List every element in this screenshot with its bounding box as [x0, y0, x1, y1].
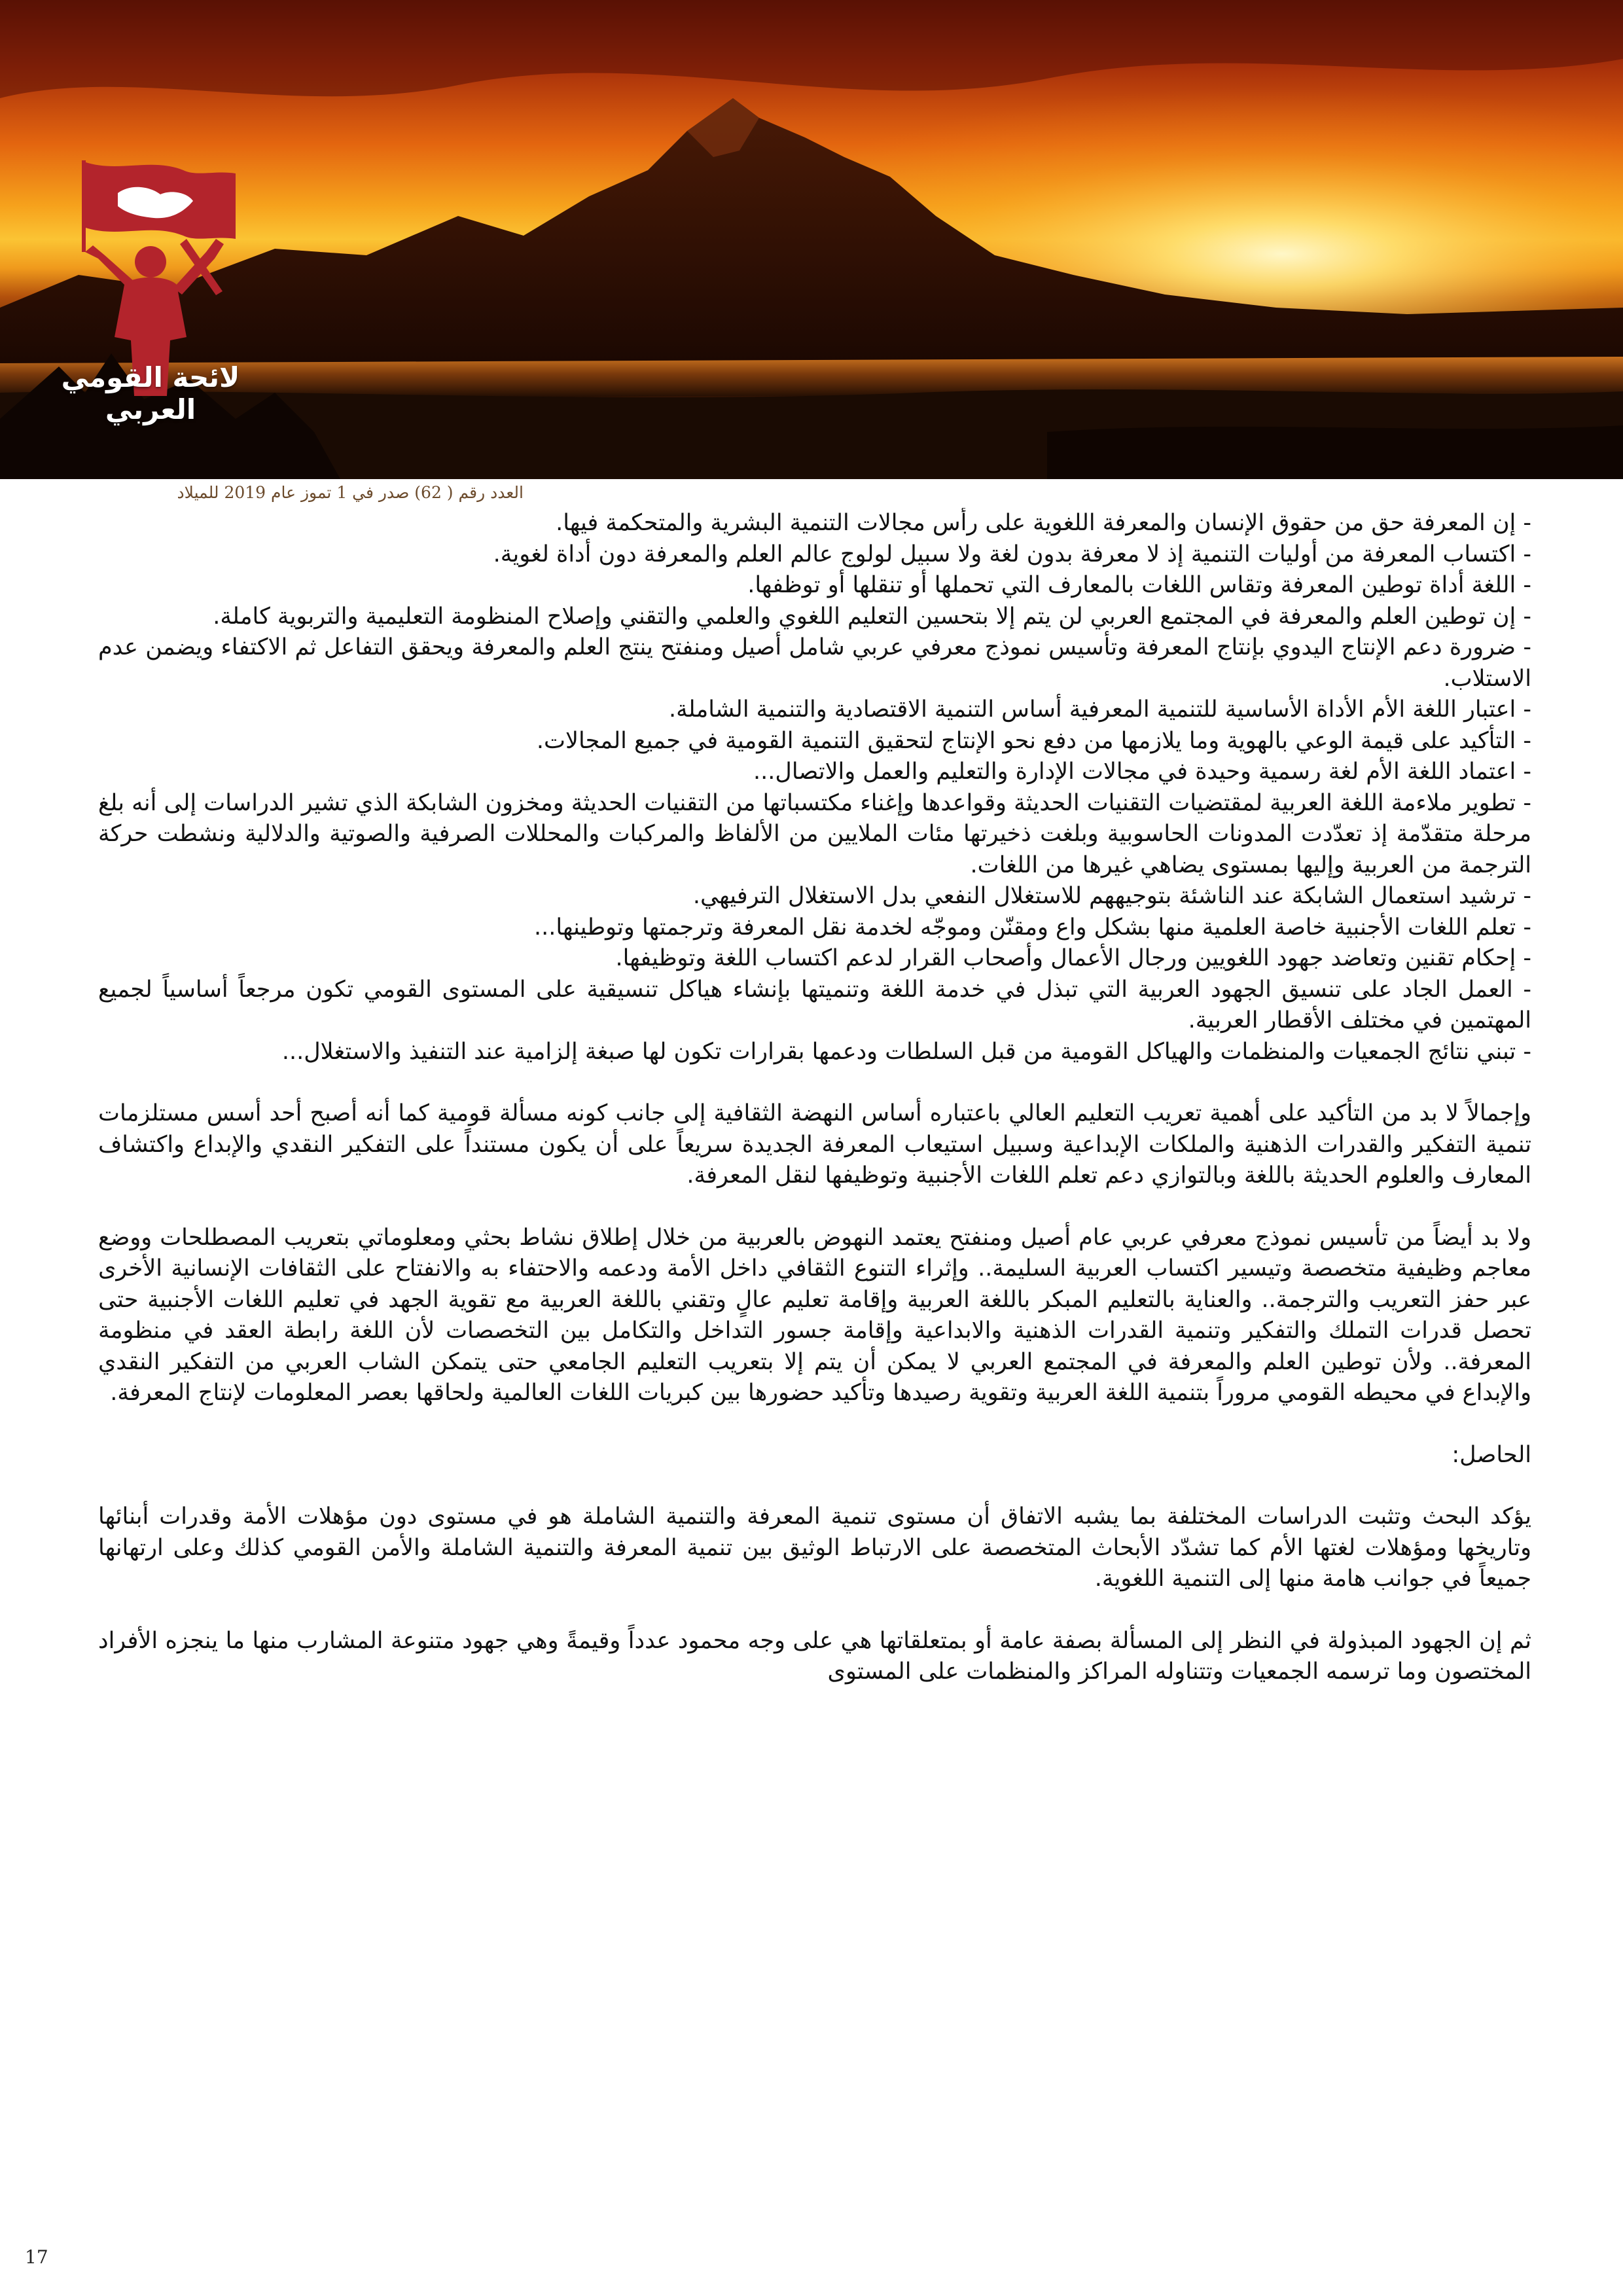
- bullet-item: - العمل الجاد على تنسيق الجهود العربية التي تبذل في خدمة اللغة وتنميتها بإنشاء هياكل تنسيقية على المستوى القومي تكون مرجعاً أساسياً لجميع المهتمين في مختلف الأقطار العربية.: [98, 976, 1531, 1033]
- paragraph-efforts: ثم إن الجهود المبذولة في النظر إلى المسألة بصفة عامة أو بمتعلقاتها هي على وجه محمود عدداً وقيمةً وهي جهود متنوعة المشارب منها ما ينجزه الأفراد المختصون وما ترسمه الجمعيات وتتناوله المراكز والمنظمات على المستوى: [98, 1627, 1531, 1685]
- bullet-item: - اعتبار اللغة الأم الأداة الأساسية للتنمية المعرفية أساس التنمية الاقتصادية والتنمية الشاملة.: [669, 696, 1531, 723]
- bullet-item: - إن توطين العلم والمعرفة في المجتمع العربي لن يتم إلا بتحسين التعليم اللغوي والعلمي والتقني وإصلاح المنظومة التعليمية والتربوية كاملة.: [213, 603, 1531, 630]
- bullet-item: - تبني نتائج الجمعيات والمنظمات والهياكل القومية من قبل السلطات ودعمها بقرارات تكون لها صبغة إلزامية عند التنفيذ والاستغلال...: [281, 1038, 1531, 1065]
- paragraph-model: ولا بد أيضاً من تأسيس نموذج معرفي عربي عام أصيل ومنفتح يعتمد النهوض بالعربية من خلال إطلاق نشاط بحثي ومعلوماتي بتعريب المصطلحات ووضع معاجم وظيفية متخصصة وتيسير اكتساب العربية السليمة.. وإثراء التنوع الثقافي داخل الأمة ودعمه والاحتفاء به والانفتاح على الثقافات الإنسانية الأخرى عبر حفز التعريب والترجمة.. والعناية بالتعليم المبكر باللغة العربية وإقامة تعليم عالٍ وتقني باللغة العربية مع تقوية الجهد في تعليم اللغات الأجنبية حتى تحصل قدرات التملك والتفكير وتنمية القدرات الذهنية والابداعية وإقامة جسور التداخل والتكامل بين التخصصات لأن اللغة رابطة العقد في منظومة المعرفة.. ولأن توطين العلم والمعرفة في المجتمع العربي لا يمكن أن يتم إلا بتعريب التعليم الجامعي حتى يتمكن الشاب العربي من التفكير النقدي والإبداع في محيطه القومي مروراً بتنمية اللغة العربية وتقوية رصيدها وتأكيد حضورها بين كبريات اللغات العالمية ولحاقها بعصر المعلومات لإنتاج المعرفة.: [98, 1224, 1531, 1406]
- bullet-item: - تعلم اللغات الأجنبية خاصة العلمية منها بشكل واع ومقنّن وموجّه لخدمة نقل المعرفة وترجمتها وتوطينها...: [533, 914, 1531, 941]
- article-body: [98, 508, 1531, 2242]
- bullet-item: - التأكيد على قيمة الوعي بالهوية وما يلازمها من دفع نحو الإنتاج لتحقيق التنمية القومية في جميع المجالات.: [536, 727, 1531, 754]
- logo-title: لائحة القومي العربي: [61, 361, 240, 425]
- page-number: 17: [25, 2246, 48, 2268]
- bullet-item: - تطوير ملاءمة اللغة العربية لمقتضيات التقنيات الحديثة وقواعدها وإغناء مكتسباتها من التقنيات الحديثة ومخزون الشابكة الذي تشير الدراسات إلى أنه بلغ مرحلة متقدّمة إذ تعدّدت المدونات الحاسوبية وبلغت ذخيرتها مئات الملايين من الألفاظ والمركبات والمحللات الصرفية والصوتية والدلالية ونشطت حركة الترجمة من العربية وإليها بمستوى يضاهي غيرها من اللغات.: [98, 789, 1531, 878]
- section-heading-result: الحاصل:: [1452, 1441, 1531, 1468]
- bullet-item: - ترشيد استعمال الشابكة عند الناشئة بتوجيههم للاستغلال النفعي بدل الاستغلال الترفيهي.: [692, 883, 1531, 909]
- bullet-item: - ضرورة دعم الإنتاج اليدوي بإنتاج المعرفة وتأسيس نموذج معرفي عربي شامل أصيل ومنفتح ينتج العلم والمعرفة ويحقق التفاعل ثم الاكتفاء ويضمن عدم الاستلاب.: [98, 634, 1531, 692]
- bullet-item: - إحكام تقنين وتعاضد جهود اللغويين ورجال الأعمال وأصحاب القرار لدعم اكتساب اللغة وتوظيفها.: [615, 945, 1531, 971]
- header-banner: [0, 0, 1623, 479]
- bullet-item: - اعتماد اللغة الأم لغة رسمية وحيدة في مجالات الإدارة والتعليم والعمل والاتصال...: [753, 759, 1531, 785]
- paragraph-research: يؤكد البحث وتثبت الدراسات المختلفة بما يشبه الاتفاق أن مستوى تنمية المعرفة والتنمية الشاملة هو في مستوى دون مؤهلات الأمة وقدرات أبنائها وتاريخها ومؤهلات لغتها الأم كما تشدّد الأبحاث المتخصصة على الارتباط الوثيق بين تنمية المعرفة والتنمية الشاملة والأمن القومي كذلك وعلى ارتهانها جميعاً في جوانب هامة منها إلى التنمية اللغوية.: [98, 1503, 1531, 1592]
- bullet-item: - اللغة أداة توطين المعرفة وتقاس اللغات بالمعارف التي تحملها أو تنقلها أو توظفها.: [747, 572, 1531, 598]
- paragraph-summary: وإجمالاً لا بد من التأكيد على أهمية تعريب التعليم العالي باعتباره أساس النهضة الثقافية إلى جانب كونه مسألة قومية كما أنه أصبح أحد أسس مستلزمات تنمية التفكير والقدرات الذهنية والملكات الإبداعية وسبيل استيعاب المعرفة الجديدة سريعاً على أن يكون مستنداً على التفكير النقدي والإبداع واكتشاف المعارف والعلوم الحديثة باللغة وبالتوازي دعم تعلم اللغات الأجنبية وتوظيفها لنقل المعرفة.: [98, 1100, 1531, 1189]
- bullet-item: - اكتساب المعرفة من أوليات التنمية إذ لا معرفة بدون لغة ولا سبيل لولوج عالم العلم والمعرفة دون أداة لغوية.: [493, 541, 1531, 567]
- issue-line: العدد رقم ( 62) صدر في 1 تموز عام 2019 للميلاد: [177, 483, 524, 502]
- bullet-item: - إن المعرفة حق من حقوق الإنسان والمعرفة اللغوية على رأس مجالات التنمية البشرية والمتحكمة فيها.: [556, 510, 1531, 536]
